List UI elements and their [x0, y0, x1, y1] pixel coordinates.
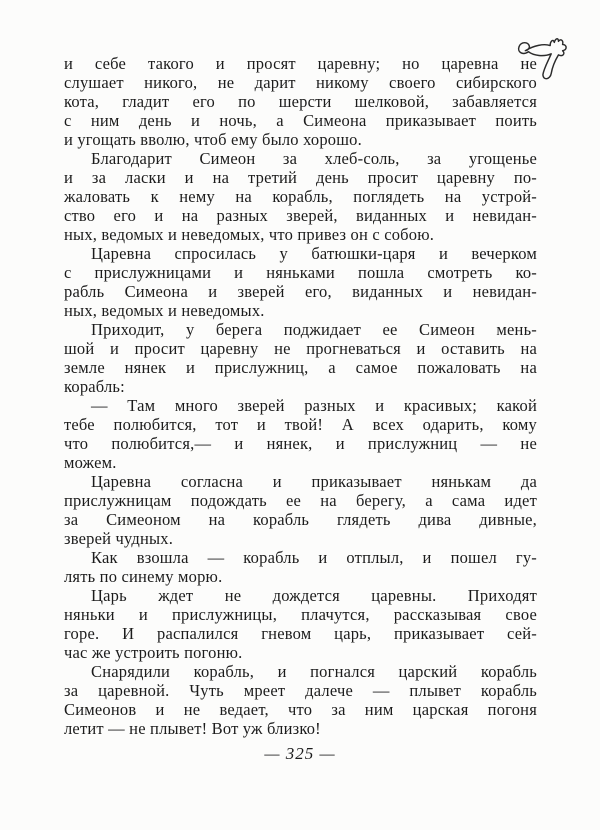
- text-line: Симеонов и не ведает, что за ним царская погоня: [64, 700, 537, 719]
- text-line: ных, ведомых и неведомых.: [64, 301, 265, 320]
- text-line: лять по синему морю.: [64, 567, 223, 586]
- text-line: и за ласки и на третий день просит царевну по-: [64, 168, 537, 187]
- text-line: и себе такого и просят царевну; но царевна не: [64, 54, 537, 73]
- text-line: земле нянек и прислужниц, а самое пожаловать на: [64, 358, 537, 377]
- paragraph: [64, 472, 537, 548]
- text-line: с ним день и ночь, а Симеона приказывает поить: [64, 111, 537, 130]
- text-line: няньки и прислужницы, плачутся, рассказывая свое: [64, 605, 537, 624]
- paragraph: [64, 586, 537, 662]
- text-line: с прислужницами и няньками пошла смотреть ко-: [64, 263, 537, 282]
- text-line: рабль Симеона и зверей его, виданных и невидан-: [64, 282, 537, 301]
- text-line: за царевной. Чуть мреет далече — плывет корабль: [64, 681, 537, 700]
- text-line: за Симеоном на корабль глядеть дива дивные,: [64, 510, 537, 529]
- text-line: Царевна спросилась у батюшки-царя и вечерком: [91, 244, 537, 263]
- text-line: горе. И распалился гневом царь, приказывает сей-: [64, 624, 537, 643]
- page-number: — 325 —: [264, 744, 336, 763]
- text-line: шой и просит царевну не прогневаться и оставить на: [64, 339, 537, 358]
- page-text: [64, 54, 537, 738]
- paragraph: [64, 320, 537, 396]
- text-line: Благодарит Симеон за хлеб-соль, за угощенье: [91, 149, 537, 168]
- text-line: тебе полюбится, тот и твой! А всех одарить, кому: [64, 415, 537, 434]
- text-line: можем.: [64, 453, 117, 472]
- text-line: Царевна согласна и приказывает нянькам да: [91, 472, 537, 491]
- text-line: и угощать вволю, чтоб ему было хорошо.: [64, 130, 362, 149]
- text-line: летит — не плывет! Вот уж близко!: [64, 719, 321, 738]
- text-line: — Там много зверей разных и красивых; какой: [91, 396, 537, 415]
- text-line: что полюбится,— и нянек, и прислужниц — не: [64, 434, 537, 453]
- paragraph: [64, 548, 537, 586]
- text-line: час же устроить погоню.: [64, 643, 243, 662]
- text-line: Как взошла — корабль и отплыл, и пошел гу-: [91, 548, 537, 567]
- text-line: прислужницам подождать ее на берегу, а сама идет: [64, 491, 537, 510]
- text-line: слушает никого, не дарит никому своего сибирского: [64, 73, 537, 92]
- text-line: ство его и на разных зверей, виданных и невидан-: [64, 206, 537, 225]
- text-line: зверей чудных.: [64, 529, 174, 548]
- text-line: корабль:: [64, 377, 125, 396]
- text-line: Снарядили корабль, и погнался царский корабль: [91, 662, 537, 681]
- paragraph: [64, 662, 537, 738]
- paragraph: [64, 149, 537, 244]
- text-line: кота, гладит его по шерсти шелковой, забавляется: [64, 92, 537, 111]
- paragraph: [64, 54, 537, 149]
- text-line: Царь ждет не дождется царевны. Приходят: [91, 586, 537, 605]
- text-line: жаловать к нему на корабль, поглядеть на устрой-: [64, 187, 537, 206]
- text-line: Приходит, у берега поджидает ее Симеон мень-: [91, 320, 537, 339]
- paragraph: [64, 244, 537, 320]
- paragraph: [64, 396, 537, 472]
- text-line: ных, ведомых и неведомых, что привез он с собою.: [64, 225, 435, 244]
